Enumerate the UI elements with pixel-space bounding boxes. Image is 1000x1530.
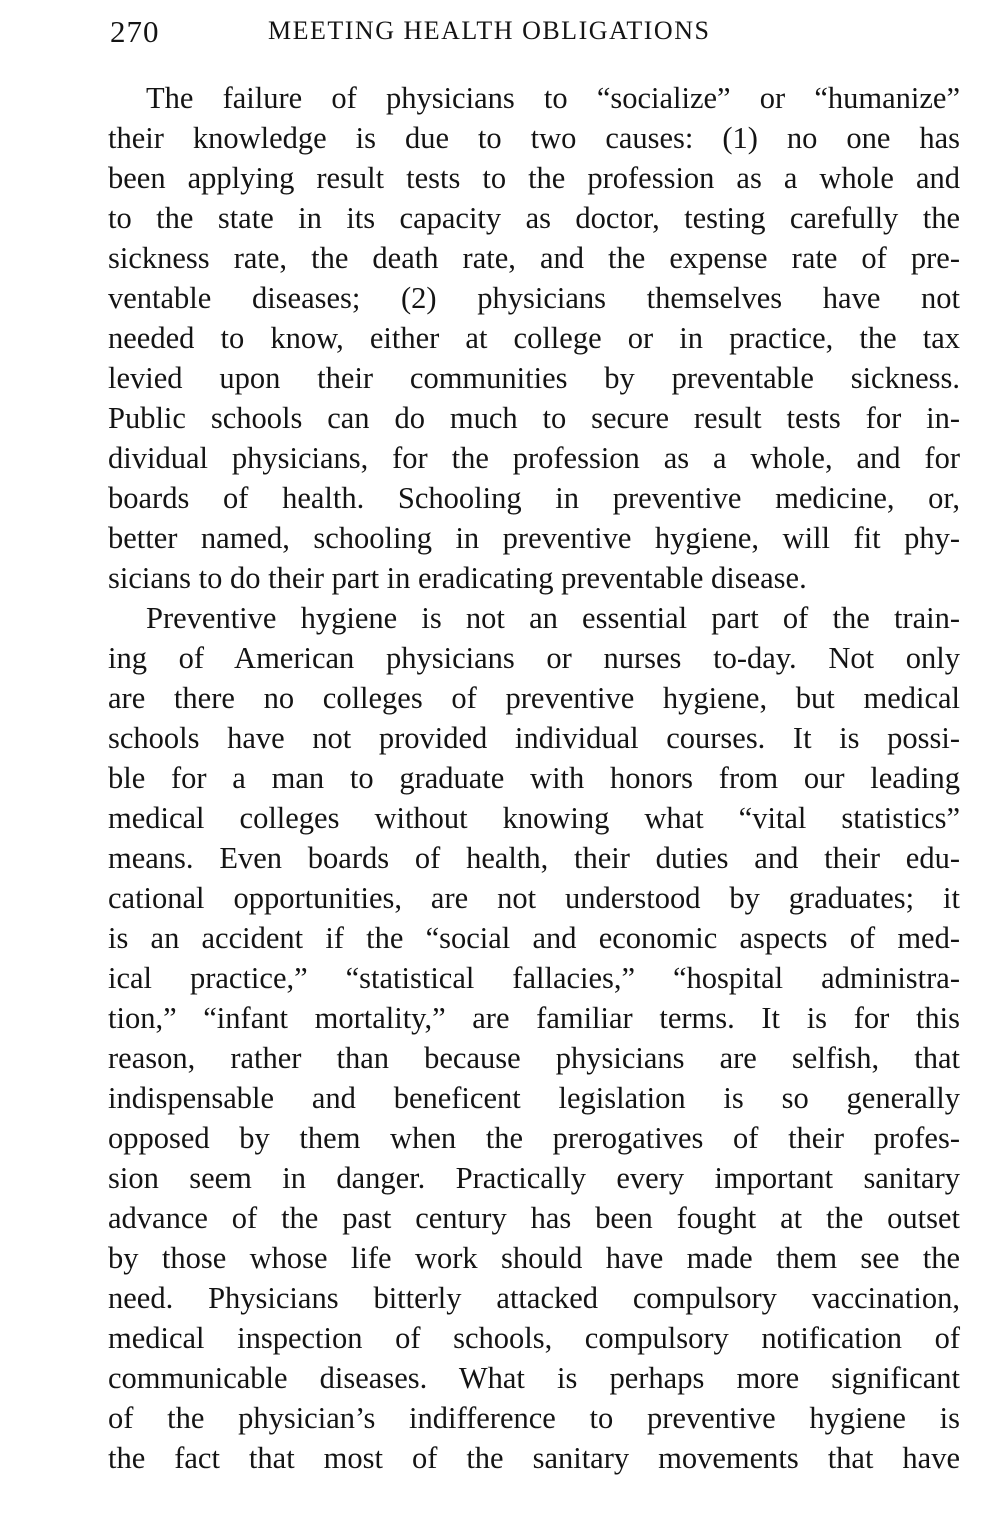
page-number: 270 — [110, 14, 160, 49]
text-line: The failure of physicians to “socialize” or “humanize” — [146, 81, 960, 115]
text-line: communicable diseases. What is perhaps more significant — [108, 1361, 960, 1395]
text-line: means. Even boards of health, their duties and their edu- — [108, 841, 960, 875]
text-line: to the state in its capacity as doctor, testing carefully the — [108, 201, 960, 235]
text-line: levied upon their communities by preventable sickness. — [108, 361, 960, 395]
text-line: been applying result tests to the profession as a whole and — [108, 161, 960, 195]
text-line: Preventive hygiene is not an essential part of the train- — [146, 601, 960, 635]
text-line: advance of the past century has been fought at the outset — [108, 1201, 960, 1235]
text-line: needed to know, either at college or in practice, the tax — [108, 321, 960, 355]
text-line: boards of health. Schooling in preventive medicine, or, — [108, 481, 960, 515]
text-line: ing of American physicians or nurses to-day. Not only — [108, 641, 960, 675]
text-line: sickness rate, the death rate, and the expense rate of pre- — [108, 241, 960, 275]
text-line: ical practice,” “statistical fallacies,” “hospital administra- — [108, 961, 960, 995]
text-line: Public schools can do much to secure result tests for in- — [108, 401, 960, 435]
text-line: schools have not provided individual courses. It is possi- — [108, 721, 960, 755]
text-line: dividual physicians, for the profession as a whole, and for — [108, 441, 960, 475]
text-line: are there no colleges of preventive hygiene, but medical — [108, 681, 960, 715]
text-line: by those whose life work should have made them see the — [108, 1241, 960, 1275]
text-line: ble for a man to graduate with honors from our leading — [108, 761, 960, 795]
text-line: need. Physicians bitterly attacked compulsory vaccination, — [108, 1281, 960, 1315]
text-line: opposed by them when the prerogatives of their profes- — [108, 1121, 960, 1155]
paragraph-2 — [108, 598, 960, 1478]
text-line: their knowledge is due to two causes: (1) no one has — [108, 121, 960, 155]
text-line: is an accident if the “social and economic aspects of med- — [108, 921, 960, 955]
text-line: sicians to do their part in eradicating preventable disease. — [108, 561, 807, 595]
text-line: tion,” “infant mortality,” are familiar terms. It is for this — [108, 1001, 960, 1035]
text-line: medical inspection of schools, compulsory notification of — [108, 1321, 960, 1355]
running-head: MEETING HEALTH OBLIGATIONS — [268, 16, 711, 45]
text-line: of the physician’s indifference to preventive hygiene is — [108, 1401, 960, 1435]
text-line: cational opportunities, are not understood by graduates; it — [108, 881, 960, 915]
text-line: ventable diseases; (2) physicians themselves have not — [108, 281, 960, 315]
page-body — [108, 78, 960, 1478]
text-line: reason, rather than because physicians are selfish, that — [108, 1041, 960, 1075]
paragraph-1 — [108, 78, 960, 598]
page-header — [110, 10, 970, 54]
text-line: indispensable and beneficent legislation is so generally — [108, 1081, 960, 1115]
text-line: medical colleges without knowing what “vital statistics” — [108, 801, 960, 835]
text-line: sion seem in danger. Practically every important sanitary — [108, 1161, 960, 1195]
text-line: the fact that most of the sanitary movements that have — [108, 1441, 960, 1475]
text-line: better named, schooling in preventive hygiene, will fit phy- — [108, 521, 960, 555]
